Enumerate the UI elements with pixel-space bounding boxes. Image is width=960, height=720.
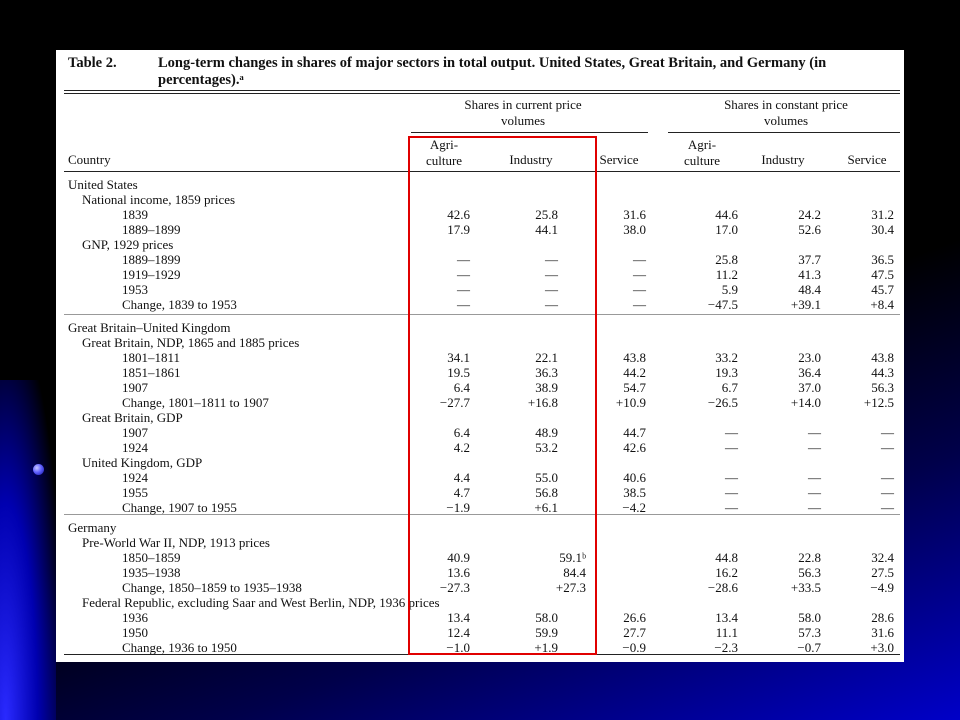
table-cell: 45.7 [871, 282, 894, 297]
row-label: National income, 1859 prices [82, 192, 236, 207]
table-cell: −47.5 [707, 297, 738, 312]
table-cell: 38.5 [623, 485, 646, 500]
row-label: 1935–1938 [122, 565, 181, 580]
table-cell: −1.0 [446, 640, 470, 655]
col-header-const-industry: Industry [761, 152, 805, 167]
table-cell: 56.3 [871, 380, 894, 395]
table-cell: 23.0 [798, 350, 821, 365]
table-cell: 43.8 [623, 350, 646, 365]
row-label: GNP, 1929 prices [82, 237, 174, 252]
table-cell: 25.8 [715, 252, 738, 267]
table-cell-merged: 84.4 [563, 565, 586, 580]
table-cell: 17.9 [447, 222, 470, 237]
table-cell: 44.3 [871, 365, 894, 380]
table-cell: — [725, 500, 738, 515]
top-rule-1 [64, 90, 900, 91]
table-cell: 27.7 [623, 625, 646, 640]
table-cell: +16.8 [527, 395, 558, 410]
table-cell: — [808, 470, 821, 485]
table-caption-text: Long-term changes in shares of major sectors in total output. United States, Great Britain, and Germany (in percentages).ᵃ [158, 55, 827, 88]
table-cell: 43.8 [871, 350, 894, 365]
row-label: 1839 [122, 207, 148, 222]
table-cell: 42.6 [623, 440, 646, 455]
row-label: 1889–1899 [122, 222, 181, 237]
row-label: 1953 [122, 282, 148, 297]
row-label: Change, 1801–1811 to 1907 [122, 395, 269, 410]
table-cell: 6.4 [453, 425, 470, 440]
table-cell: — [725, 440, 738, 455]
table-cell: 13.6 [447, 565, 470, 580]
table-cell: 48.4 [798, 282, 821, 297]
table-cell: 31.2 [871, 207, 894, 222]
table-cell: 12.4 [447, 625, 470, 640]
table-cell: 38.0 [623, 222, 646, 237]
col-header-cur-industry: Industry [509, 152, 553, 167]
table-cell: 13.4 [447, 610, 470, 625]
row-label: 1924 [122, 470, 148, 485]
row-label: Change, 1936 to 1950 [122, 640, 237, 655]
table-cell: — [725, 485, 738, 500]
table-cell: — [633, 297, 646, 312]
group-header-constant: Shares in constant price volumes [724, 97, 848, 128]
row-label: Change, 1907 to 1955 [122, 500, 237, 515]
table-cell: 25.8 [535, 207, 558, 222]
table-cell: 27.5 [871, 565, 894, 580]
row-label: 1907 [122, 425, 148, 440]
table-cell: 58.0 [535, 610, 558, 625]
table-cell: 4.4 [453, 470, 470, 485]
table-cell-merged: 59.1ᵇ [559, 550, 586, 565]
row-label: 1919–1929 [122, 267, 181, 282]
table-cell: −2.3 [714, 640, 738, 655]
table-cell: 47.5 [871, 267, 894, 282]
table-cell: 17.0 [715, 222, 738, 237]
table-cell: 54.7 [623, 380, 646, 395]
row-label: 1801–1811 [122, 350, 181, 365]
table-cell: −27.7 [439, 395, 470, 410]
table-cell-merged: +27.3 [555, 580, 586, 595]
row-label: 1936 [122, 610, 148, 625]
table-cell: −26.5 [707, 395, 738, 410]
table-cell: 36.5 [871, 252, 894, 267]
table-cell: −28.6 [707, 580, 738, 595]
table-cell: 28.6 [871, 610, 894, 625]
table-cell: 59.9 [535, 625, 558, 640]
table-cell: — [881, 440, 894, 455]
table-cell: — [633, 282, 646, 297]
top-rule-2 [64, 93, 900, 94]
table-cell: 38.9 [535, 380, 558, 395]
table-cell: — [545, 267, 558, 282]
table-cell: — [881, 500, 894, 515]
col-header-cur-agri: Agri-culture [425, 137, 463, 168]
table-cell: — [545, 252, 558, 267]
table-cell: 6.4 [453, 380, 470, 395]
table-cell: 30.4 [871, 222, 894, 237]
table-cell: 5.9 [721, 282, 738, 297]
table-cell: 44.7 [623, 425, 646, 440]
table-cell: 26.6 [623, 610, 646, 625]
table-cell: 55.0 [535, 470, 558, 485]
table-cell: 31.6 [623, 207, 646, 222]
table-cell: 11.2 [715, 267, 738, 282]
table-cell: 58.0 [798, 610, 821, 625]
row-label: 1907 [122, 380, 148, 395]
table-cell: 4.7 [453, 485, 470, 500]
table-cell: — [881, 470, 894, 485]
table-cell: — [881, 485, 894, 500]
table-cell: +10.9 [615, 395, 646, 410]
table-cell: — [808, 485, 821, 500]
table-cell: 53.2 [535, 440, 558, 455]
table-cell: 48.9 [535, 425, 558, 440]
table-cell: −1.9 [446, 500, 470, 515]
row-label: 1955 [122, 485, 148, 500]
table-cell: — [457, 297, 470, 312]
table-cell: 44.6 [715, 207, 738, 222]
table-cell: — [545, 282, 558, 297]
table-cell: 22.8 [798, 550, 821, 565]
table-cell: −27.3 [439, 580, 470, 595]
group-rule-constant [668, 132, 900, 133]
col-header-cur-service: Service [599, 152, 639, 167]
col-header-const-service: Service [847, 152, 887, 167]
table-cell: −0.9 [622, 640, 646, 655]
table-cell: 37.7 [798, 252, 821, 267]
row-label: Germany [68, 520, 117, 535]
row-label: Change, 1839 to 1953 [122, 297, 237, 312]
table-cell: 57.3 [798, 625, 821, 640]
table-cell: 16.2 [715, 565, 738, 580]
table-cell: — [808, 425, 821, 440]
table-cell: 56.8 [535, 485, 558, 500]
table-cell: 36.4 [798, 365, 821, 380]
table-cell: +3.0 [870, 640, 894, 655]
table-cell: +6.1 [534, 500, 558, 515]
row-label: Great Britain–United Kingdom [68, 320, 231, 335]
table-cell: 4.2 [453, 440, 470, 455]
table-cell: 33.2 [715, 350, 738, 365]
table-cell: 13.4 [715, 610, 738, 625]
table-cell: 44.8 [715, 550, 738, 565]
table-cell: +8.4 [870, 297, 894, 312]
table-cell: +14.0 [790, 395, 821, 410]
table-cell: 36.3 [535, 365, 558, 380]
col-header-const-agri: Agri-culture [683, 137, 721, 168]
table-cell: −4.2 [622, 500, 646, 515]
table-cell: 34.1 [447, 350, 470, 365]
table-cell: 37.0 [798, 380, 821, 395]
group-header-current: Shares in current price volumes [464, 97, 582, 128]
table-cell: 24.2 [798, 207, 821, 222]
row-label: Federal Republic, excluding Saar and West Berlin, NDP, 1936 prices [82, 595, 440, 610]
table-cell: — [725, 470, 738, 485]
group-rule-current [411, 132, 648, 133]
row-label: Pre-World War II, NDP, 1913 prices [82, 535, 270, 550]
table-cell: 31.6 [871, 625, 894, 640]
table-cell: −4.9 [870, 580, 894, 595]
table-cell: 41.3 [798, 267, 821, 282]
table-cell: — [457, 252, 470, 267]
table-cell: — [457, 282, 470, 297]
table-cell: — [457, 267, 470, 282]
col-header-country: Country [68, 152, 111, 167]
highlight-box [408, 136, 597, 655]
row-label: 1889–1899 [122, 252, 181, 267]
table-cell: 11.1 [715, 625, 738, 640]
table-cell: 6.7 [721, 380, 738, 395]
table-cell: 19.5 [447, 365, 470, 380]
row-label: Great Britain, GDP [82, 410, 183, 425]
table-cell: 42.6 [447, 207, 470, 222]
table-cell: +12.5 [863, 395, 894, 410]
slide-accent-gradient [0, 380, 56, 720]
table-cell: 19.3 [715, 365, 738, 380]
row-label: United States [68, 177, 138, 192]
slide-bullet-icon [33, 464, 44, 475]
table-cell: −0.7 [797, 640, 821, 655]
table-cell: 40.6 [623, 470, 646, 485]
table-cell: — [633, 252, 646, 267]
table-cell: 56.3 [798, 565, 821, 580]
table-cell: +1.9 [534, 640, 558, 655]
row-label: Change, 1850–1859 to 1935–1938 [122, 580, 302, 595]
table-cell: — [808, 500, 821, 515]
row-label: 1950 [122, 625, 148, 640]
table-cell: — [808, 440, 821, 455]
table-cell: — [545, 297, 558, 312]
table-cell: — [725, 425, 738, 440]
row-label: Great Britain, NDP, 1865 and 1885 prices [82, 335, 300, 350]
table-cell: 52.6 [798, 222, 821, 237]
table-cell: 32.4 [871, 550, 894, 565]
table-cell: +33.5 [790, 580, 821, 595]
row-label: 1851–1861 [122, 365, 181, 380]
row-label: United Kingdom, GDP [82, 455, 203, 470]
table-cell: 40.9 [447, 550, 470, 565]
table-cell: 22.1 [535, 350, 558, 365]
row-label: 1924 [122, 440, 148, 455]
table-cell: — [633, 267, 646, 282]
table-label: Table 2. [68, 55, 117, 71]
table-cell: — [881, 425, 894, 440]
table-cell: +39.1 [790, 297, 821, 312]
table-cell: 44.2 [623, 365, 646, 380]
row-label: 1850–1859 [122, 550, 181, 565]
table-cell: 44.1 [535, 222, 558, 237]
